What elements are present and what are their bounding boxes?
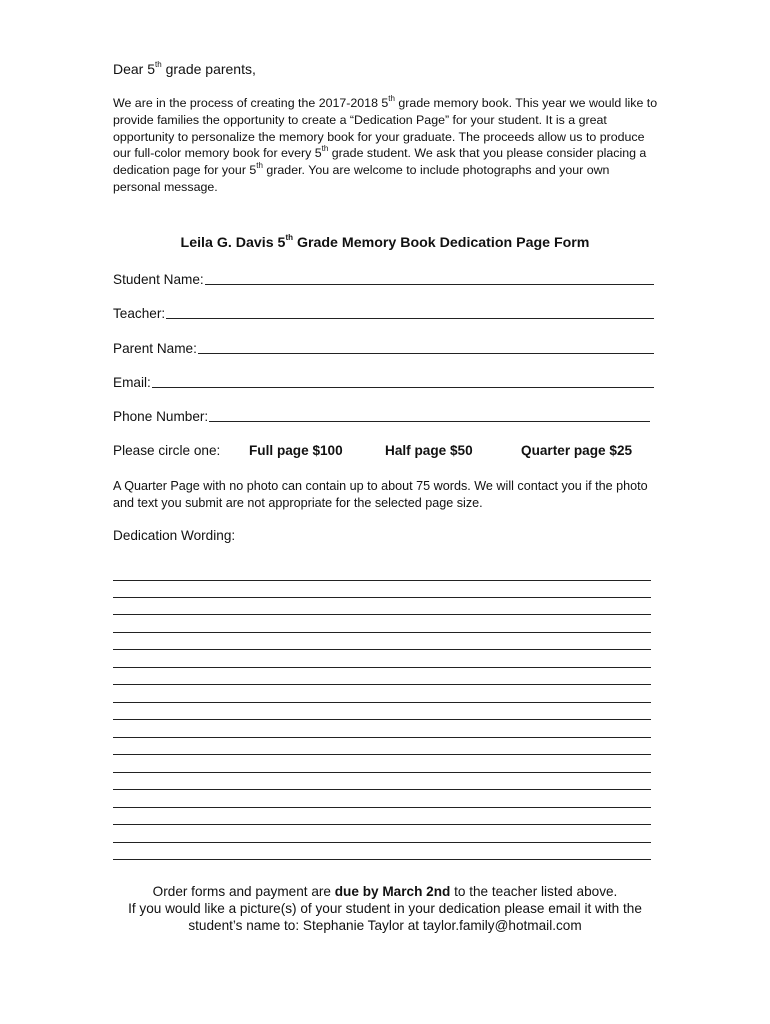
email-blank[interactable] [152,387,654,388]
phone-number-label: Phone Number: [113,409,209,424]
footer-line-3: student’s name to: Stephanie Taylor at taylor.family@hotmail.com [188,918,582,933]
dedication-wording-label: Dedication Wording: [113,528,236,543]
dedication-line[interactable] [113,754,651,755]
teacher-label: Teacher: [113,306,166,321]
student-name-label: Student Name: [113,272,204,287]
due-date: due by March 2nd [334,884,451,899]
intro-paragraph: We are in the process of creating the 2017-2018 5th grade memory book. This year we would like to provide families the opportunity to create a “Dedication Page” for your student. It is a great opportunity to personalize the memory book for your graduate. The proceeds allow us to produce our full-color memory book for every 5th grade student. We ask that you please consider placing a dedication page for your 5th grader. You are welcome to include photographs and your own personal message. [113,93,658,194]
dedication-line[interactable] [113,632,651,633]
teacher-blank[interactable] [166,318,654,319]
dedication-line[interactable] [113,772,651,773]
dedication-line[interactable] [113,859,651,860]
circle-one-label: Please circle one: [113,443,221,458]
dedication-line[interactable] [113,807,651,808]
dedication-line[interactable] [113,684,651,685]
page-size-options [113,443,673,461]
option-half-page[interactable]: Half page $50 [385,443,473,458]
dedication-line[interactable] [113,580,651,581]
teacher-field[interactable] [113,306,654,322]
footer-instructions [0,883,770,934]
dedication-line[interactable] [113,597,651,598]
parent-name-label: Parent Name: [113,341,197,356]
footer-line-1: Order forms and payment are due by March 2nd to the teacher listed above. [152,884,618,899]
parent-name-field[interactable] [113,341,654,357]
dedication-line[interactable] [113,824,651,825]
form-title: Leila G. Davis 5th Grade Memory Book Dedication Page Form [180,233,590,251]
option-quarter-page[interactable]: Quarter page $25 [521,443,633,458]
student-name-blank[interactable] [205,284,654,285]
dedication-line[interactable] [113,789,651,790]
dedication-line[interactable] [113,649,651,650]
quarter-page-note: A Quarter Page with no photo can contain up to about 75 words. We will contact you if the photo and text you submit are not appropriate for the selected page size. [113,479,648,510]
phone-number-blank[interactable] [209,421,650,422]
email-label: Email: [113,375,151,390]
dedication-line[interactable] [113,667,651,668]
email-field[interactable] [113,375,654,391]
dedication-line[interactable] [113,702,651,703]
dedication-line[interactable] [113,842,651,843]
footer-line-2: If you would like a picture(s) of your student in your dedication please email it with the [128,901,642,916]
student-name-field[interactable] [113,272,654,288]
option-full-page[interactable]: Full page $100 [249,443,343,458]
greeting: Dear 5th grade parents, [113,60,256,77]
dedication-line[interactable] [113,737,651,738]
phone-number-field[interactable] [113,409,650,425]
dedication-line[interactable] [113,614,651,615]
parent-name-blank[interactable] [198,353,654,354]
dedication-line[interactable] [113,719,651,720]
